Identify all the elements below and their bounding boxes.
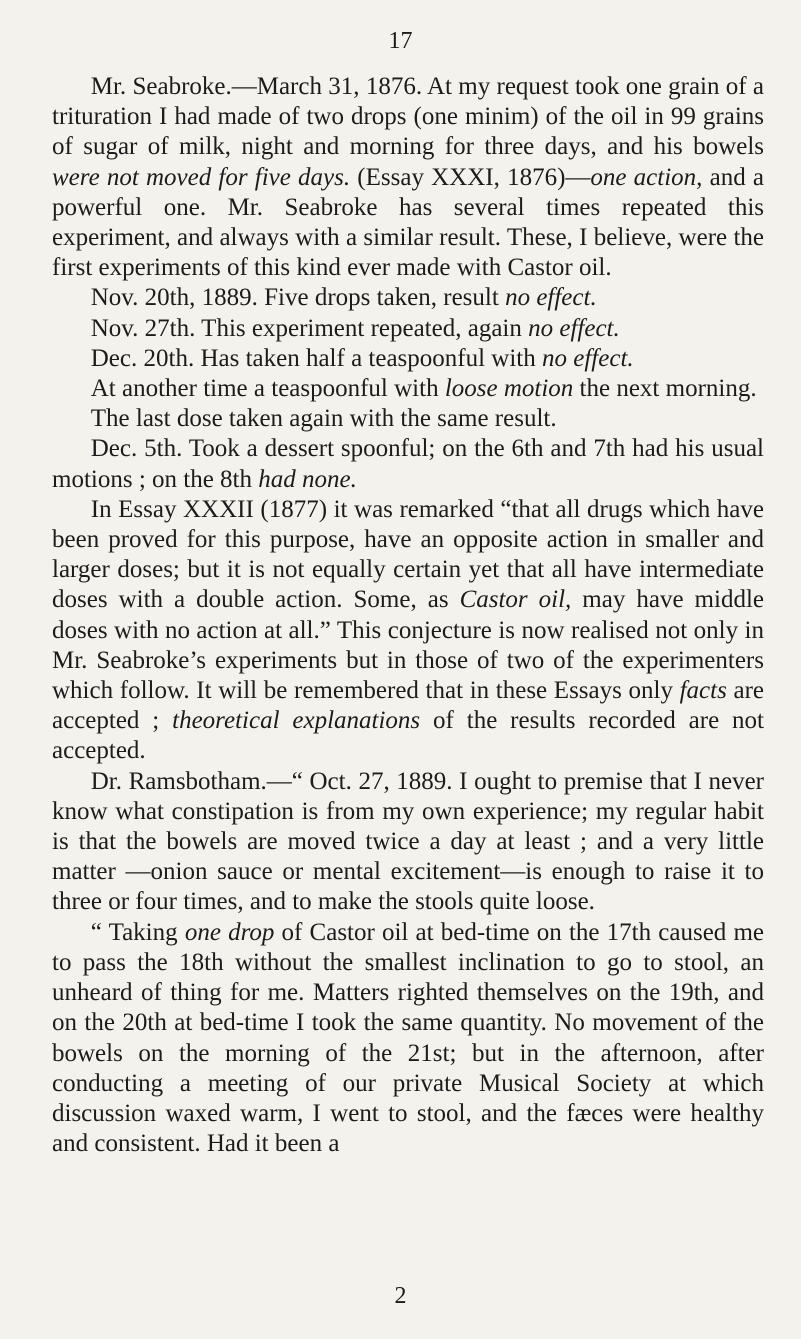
page-number: 17 [388,28,413,54]
signature-mark: 2 [394,1283,407,1309]
paragraph-nov-27: Nov. 27th. This experiment repeated, again no effect. [90,314,620,342]
paragraph-seabroke-1876: Mr. Seabroke.—March 31, 1876. At my request took one grain of a trituration I had made of two drops (one minim) of the oil in 99 grains of sugar of milk, night and morning for three days, and his bowels were not moved for five days. (Essay XXXI, 1876)—one action, and a powerful one. Mr. Seabroke has several times repeated this experiment, and always with a similar result. These, I believe, were the first experiments of this kind ever made with Castor oil. [52,73,764,282]
paragraph-one-drop: “ Taking one drop of Castor oil at bed-time on the 17th caused me to pass the 18th without the smallest inclination to go to stool, an unheard of thing for me. Matters righted themselves on the 19th, and on the 20th at bed-time I took the same quantity. No movement of the bowels on the morning of the 21st; but in the afternoon, after conducting a meeting of our private Musical Society at which discussion waxed warm, I went to stool, and the fæces were healthy and consistent. Had it been a [52,918,765,1158]
body-text [52,72,764,1159]
paragraph-dec-20: Dec. 20th. Has taken half a teaspoonful with no effect. [90,344,634,372]
paragraph-ramsbotham: Dr. Ramsbotham.—“ Oct. 27, 1889. I ought to premise that I never know what constipation is from my own experience; my regular habit is that the bowels are moved twice a day at least ; and a very little matter —onion sauce or mental excitement—is enough to raise it to three or four times, and to make the stools quite loose. [52,767,764,916]
paragraph-dec-5: Dec. 5th. Took a dessert spoonful; on the 6th and 7th had his usual motions ; on the 8th had none. [52,435,764,493]
paragraph-nov-20: Nov. 20th, 1889. Five drops taken, result no effect. [90,284,597,312]
paragraph-last-dose: The last dose taken again with the same result. [90,405,557,433]
paragraph-another-time: At another time a teaspoonful with loose motion the next morning. [90,375,757,403]
paragraph-essay-xxxii: In Essay XXXII (1877) it was remarked “that all drugs which have been proved for this purpose, have an opposite action in smaller and larger doses; but it is not equally certain yet that all have intermediate doses with a double action. Some, as Castor oil, may have middle doses with no action at all.” This conjecture is now realised not only in Mr. Seabroke’s experiments but in those of two of the experimenters which follow. It will be remembered that in these Essays only facts are accepted ; theoretical explanations of the results recorded are not accepted. [52,495,764,765]
